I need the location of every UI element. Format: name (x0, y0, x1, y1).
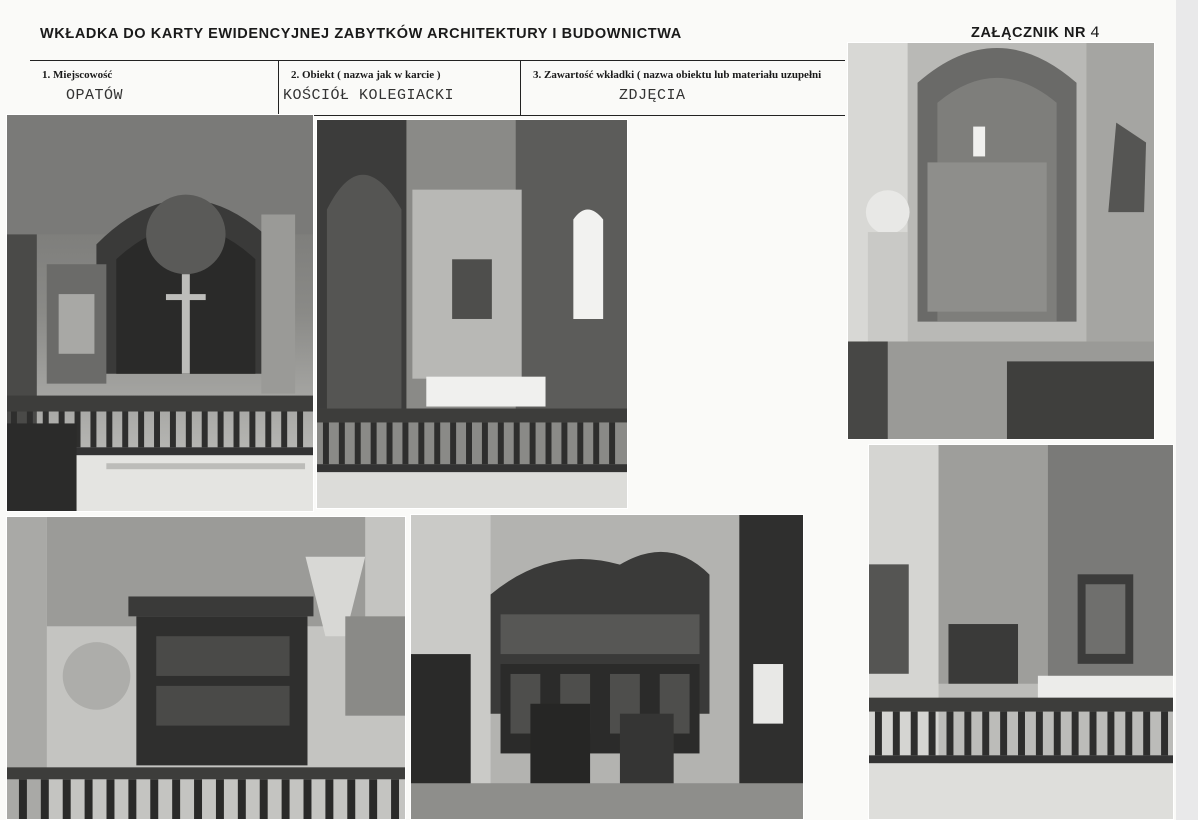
annex-number: 4 (1090, 24, 1101, 42)
photo-main-altar (6, 114, 314, 512)
annex-label (971, 24, 1100, 42)
photo-nave-view (847, 42, 1155, 440)
photo-side-aisle (868, 444, 1174, 820)
field-object-label: 2. Obiekt ( nazwa jak w karcie ) (291, 69, 441, 81)
photo-stalls-fresco (6, 516, 406, 820)
field-contents-label: 3. Zawartość wkładki ( nazwa obiektu lub materiału uzupełni (533, 69, 822, 81)
sheet-edge (1176, 0, 1198, 820)
annex-label-text: ZAŁĄCZNIK NR (971, 25, 1087, 41)
field-contents-value: ZDJĘCIA (619, 87, 686, 104)
form-fields-table (30, 60, 845, 116)
photo-side-altar (316, 119, 628, 509)
document-title: WKŁADKA DO KARTY EWIDENCYJNEJ ZABYTKÓW ARCHITEKTURY I BUDOWNICTWA (40, 26, 682, 42)
photo-carved-stalls (410, 514, 804, 820)
field-object (279, 61, 521, 115)
field-locality (30, 61, 279, 115)
field-locality-value: OPATÓW (66, 87, 124, 104)
field-locality-label: 1. Miejscowość (42, 69, 113, 81)
field-contents (521, 61, 845, 115)
field-object-value: KOŚCIÓŁ KOLEGIACKI (283, 87, 455, 104)
